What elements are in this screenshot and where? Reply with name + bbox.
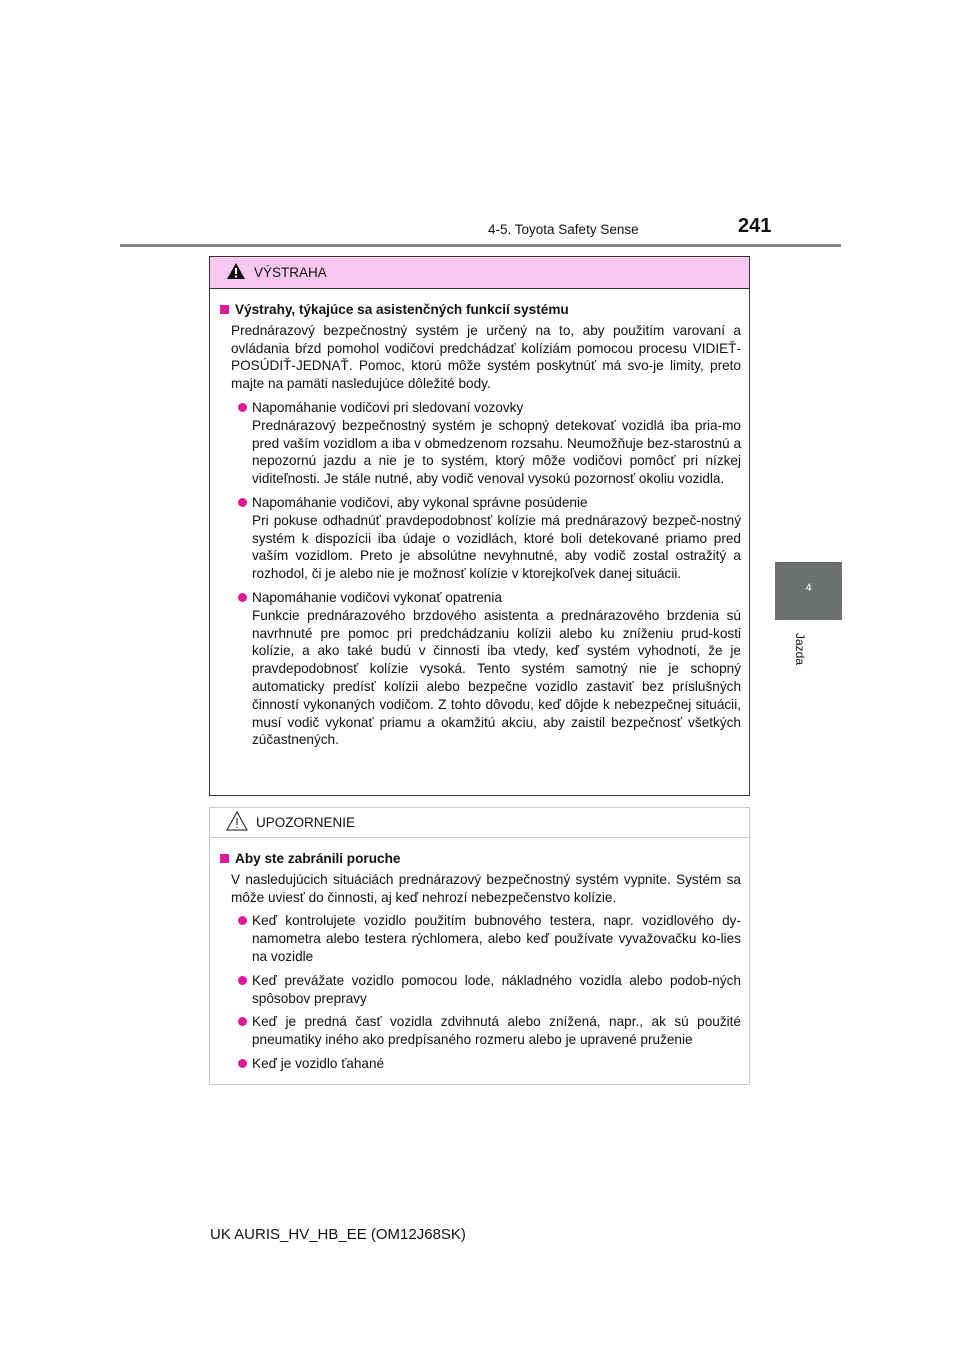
- page-number: 241: [738, 215, 772, 237]
- warning-item-title: Napomáhanie vodičovi, aby vykonal správne posúdenie: [252, 494, 588, 510]
- caution-intro: V nasledujúcich situáciách prednárazový bezpečnostný systém vypnite. Systém sa môže uviesť do činnosti, aj keď nehrozí nebezpečenstvo kolízie.: [231, 871, 741, 905]
- caution-body: [210, 838, 749, 1073]
- warning-title-text: Výstrahy, týkajúce sa asistenčných funkcií systému: [235, 302, 569, 317]
- warning-item: [220, 494, 741, 583]
- caution-section-title: [220, 850, 741, 868]
- warning-item-body: Prednárazový bezpečnostný systém je schopný detekovať vozidlá iba pria-mo pred vaším vozidlom a iba v obmedzenom rozsahu. Neumožňuje bez-starostnú a nepozornú jazdu a nie je to systém, ktorý môže vodičovi pomôcť pri nízkej viditeľnosti. Je stále nutné, aby vodič venoval vysokú pozornosť okoliu vozidla.: [252, 417, 741, 487]
- caution-item: [220, 912, 741, 965]
- warning-item-body: Pri pokuse odhadnúť pravdepodobnosť kolízie má prednárazový bezpeč-nostný systém k dispozícii iba údaje o vozidlách, ktoré boli detekované priamo pred vaším vozidlom. Preto je absolútne nevyhnutné, aby vodič zostal ostražitý a rozhodol, či je alebo nie je možnosť kolízie v ktorejkoľvek danej situácii.: [252, 512, 741, 582]
- caution-item: [220, 1013, 741, 1049]
- footer-manual-code: UK AURIS_HV_HB_EE (OM12J68SK): [210, 1226, 466, 1243]
- caution-item-text: Keď kontrolujete vozidlo použitím bubnového testera, napr. vozidlového dy-namometra alebo testera rýchlomera, alebo keď používate vyvažovačku ko-lies na vozidle: [252, 913, 741, 964]
- round-bullet-icon: [238, 498, 247, 507]
- warning-section-title: [220, 301, 741, 319]
- square-bullet-icon: [220, 305, 229, 314]
- chapter-label: Jazda: [793, 633, 807, 666]
- warning-body: [210, 289, 749, 749]
- caution-item: [220, 1055, 741, 1073]
- round-bullet-icon: [238, 1017, 247, 1026]
- warning-intro: Prednárazový bezpečnostný systém je určený na to, aby použitím varovaní a ovládania bŕzd pomohol vodičovi predchádzať kolíziám pomocou procesu VIDIEŤ-POSÚDIŤ-JEDNAŤ. Pomoc, ktorú môže systém poskytnúť má svo-je limity, preto majte na pamäti nasledujúce dôležité body.: [231, 322, 741, 392]
- header-section-title: 4-5. Toyota Safety Sense: [488, 222, 639, 237]
- round-bullet-icon: [238, 403, 247, 412]
- caution-title-text: Aby ste zabránili poruche: [235, 851, 401, 866]
- round-bullet-icon: [238, 1059, 247, 1068]
- warning-header: [210, 257, 749, 289]
- caution-label: UPOZORNENIE: [256, 815, 356, 830]
- header-rule: [120, 244, 841, 247]
- round-bullet-icon: [238, 593, 247, 602]
- round-bullet-icon: [238, 916, 247, 925]
- warning-label: VÝSTRAHA: [254, 265, 327, 280]
- warning-item: [220, 589, 741, 749]
- caution-item-text: Keď je predná časť vozidla zdvihnutá alebo znížená, napr., ak sú použité pneumatiky iného ako predpísaného rozmeru alebo je upravené pruženie: [252, 1014, 741, 1048]
- warning-item-title: Napomáhanie vodičovi vykonať opatrenia: [252, 589, 502, 605]
- warning-triangle-icon: [226, 262, 246, 283]
- warning-box: [209, 256, 750, 796]
- caution-item-text: Keď prevážate vozidlo pomocou lode, nákladného vozidla alebo podob-ných spôsobov prepravy: [252, 972, 741, 1006]
- caution-header: [210, 808, 749, 838]
- warning-item-title: Napomáhanie vodičovi pri sledovaní vozovky: [252, 399, 524, 415]
- round-bullet-icon: [238, 976, 247, 985]
- caution-triangle-icon: [226, 811, 248, 834]
- caution-box: [209, 807, 750, 1085]
- warning-item-body: Funkcie prednárazového brzdového asistenta a prednárazového brzdenia sú navrhnuté pre pomoc pri predchádzaniu kolízii alebo ku zníženiu prud-kosti kolízie, a ako také budú v činnosti iba vtedy, keď systém vyhodnotí, že je pravdepodobnosť kolízie vysoká. Tento systém samotný nie je schopný automaticky predísť kolízii alebo bezpečne vozidlo zastaviť bez príslušných činností vykonaných vodičom. Z tohto dôvodu, keď dôjde k nebezpečnej situácii, musí vodič vykonať priamu a okamžitú akciu, aby zaistil bezpečnosť všetkých zúčastnených.: [252, 607, 741, 748]
- caution-item: [220, 972, 741, 1008]
- square-bullet-icon: [220, 854, 229, 863]
- warning-item: [220, 399, 741, 488]
- caution-item-text: Keď je vozidlo ťahané: [252, 1055, 385, 1071]
- chapter-tab: [775, 562, 842, 620]
- chapter-number: 4: [805, 582, 812, 594]
